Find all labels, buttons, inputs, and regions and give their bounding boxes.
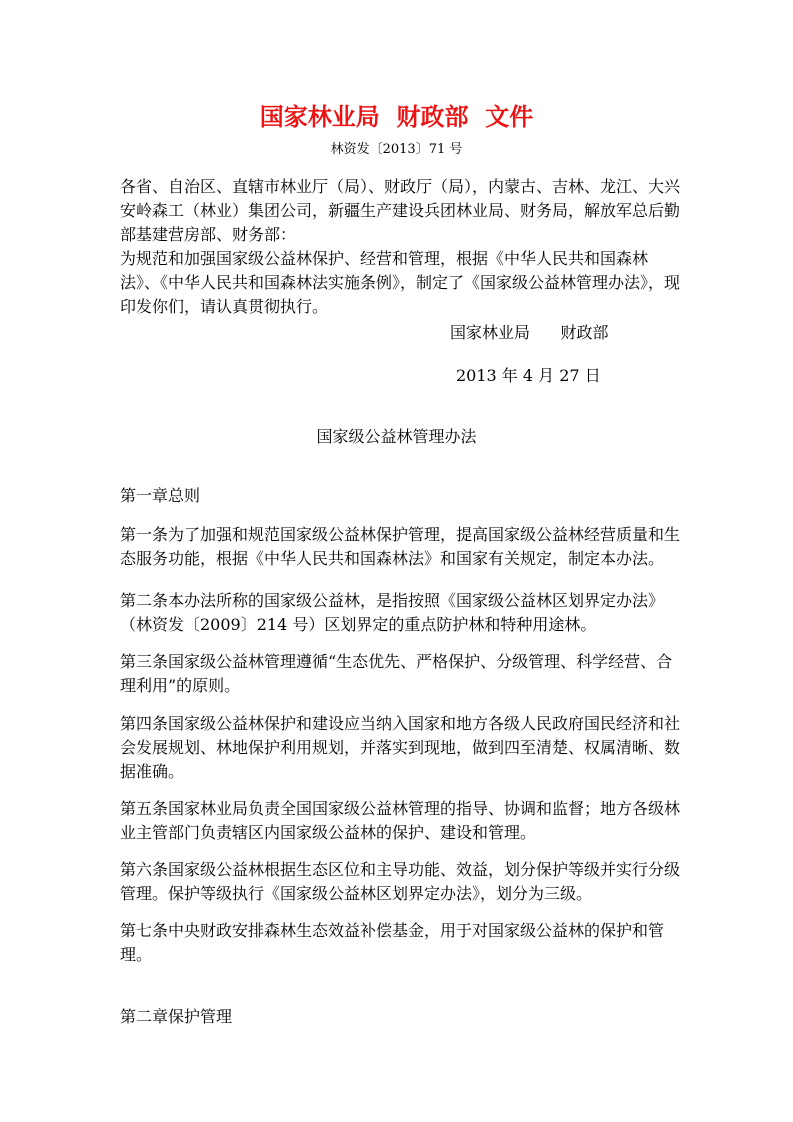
- signing-date: 2013 年 4 月 27 日: [456, 366, 601, 385]
- article-2: 第二条本办法所称的国家级公益林，是指按照《国家级公益林区划界定办法》（林资发〔2009〕214 号）区划界定的重点防护林和特种用途林。: [120, 591, 665, 634]
- article-3: 第三条国家级公益林管理遵循“生态优先、严格保护、分级管理、科学经营、合理利用”的原则。: [120, 652, 673, 695]
- regulation-title: 国家级公益林管理办法: [316, 427, 477, 446]
- signing-agencies: 国家林业局 财政部: [450, 323, 609, 342]
- chapter-heading-1: 第一章总则: [120, 486, 201, 505]
- chapter-heading-2: 第二章保护管理: [120, 1007, 233, 1026]
- article-4: 第四条国家级公益林保护和建设应当纳入国家和地方各级人民政府国民经济和社会发展规划、林地保护利用规划，并落实到现地，做到四至清楚、权属清晰、数据准确。: [120, 714, 681, 781]
- article-5: 第五条国家林业局负责全国国家级公益林管理的指导、协调和监督；地方各级林业主管部门负责辖区内国家级公益林的保护、建设和管理。: [120, 799, 681, 842]
- notice-paragraph: 为规范和加强国家级公益林保护、经营和管理，根据《中华人民共和国森林法》、《中华人民共和国森林法实施条例》，制定了《国家级公益林管理办法》，现印发你们，请认真贯彻执行。: [120, 249, 681, 316]
- article-7: 第七条中央财政安排森林生态效益补偿基金，用于对国家级公益林的保护和管理。: [120, 921, 665, 964]
- document-title: 国家林业局 财政部 文件: [259, 102, 534, 131]
- article-6: 第六条国家级公益林根据生态区位和主导功能、效益，划分保护等级并实行分级管理。保护等级执行《国家级公益林区划界定办法》，划分为三级。: [120, 860, 681, 903]
- addressee-paragraph: 各省、自治区、直辖市林业厅（局）、财政厅（局），内蒙古、吉林、龙江、大兴安岭森工（林业）集团公司，新疆生产建设兵团林业局、财务局，解放军总后勤部基建营房部、财务部：: [120, 177, 681, 244]
- article-1: 第一条为了加强和规范国家级公益林保护管理，提高国家级公益林经营质量和生态服务功能，根据《中华人民共和国森林法》和国家有关规定，制定本办法。: [120, 525, 681, 568]
- document-number: 林资发〔2013〕71 号: [330, 142, 463, 157]
